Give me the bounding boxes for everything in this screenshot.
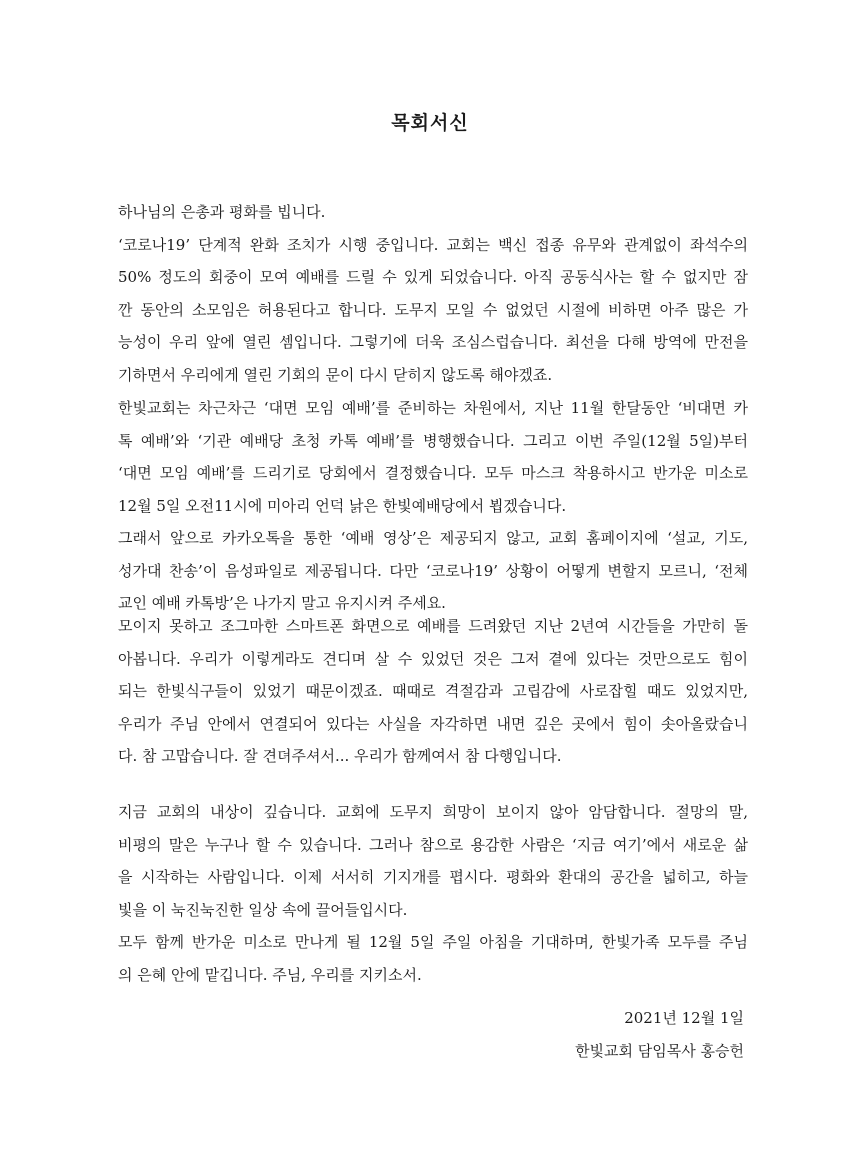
text-line: ‘대면 모임 예배’를 드리기로 당회에서 결정했습니다. 모두 마스크 착용하시고 반가운 미소로 [118,464,748,482]
text-line: 한빛교회는 차근차근 ‘대면 모임 예배’를 준비하는 차원에서, 지난 11월 한달동안 ‘비대면 카 [118,399,748,417]
text-line: 지금 교회의 내상이 깊습니다. 교회에 도무지 희망이 보이지 않아 암담합니다. 절망의 말, [118,803,748,821]
signature-block [575,1002,744,1067]
paragraph-closing [118,796,748,991]
letter-author: 한빛교회 담임목사 홍승헌 [575,1041,744,1060]
text-line: 하나님의 은총과 평화를 빕니다. [118,203,326,221]
text-line: 비평의 말은 누구나 할 수 있습니다. 그러나 참으로 용감한 사람은 ‘지금 여기’에서 새로운 삶 [118,835,748,854]
text-line: 모이지 못하고 조그마한 스마트폰 화면으로 예배를 드려왔던 지난 2년여 시간들을 가만히 돌 [118,617,748,635]
text-line: ‘코로나19’ 단계적 완화 조치가 시행 중입니다. 교회는 백신 접종 유무와 관계없이 좌석수의 [118,235,748,254]
paragraph-reflection [118,610,748,773]
text-line: 의 은혜 안에 맡깁니다. 주님, 우리를 지키소서. [118,965,422,984]
text-line: 12월 5일 오전11시에 미아리 언덕 낡은 한빛예배당에서 뵙겠습니다. [118,496,567,515]
paragraph-worship-plan [118,392,748,620]
text-line: 50% 정도의 회중이 모여 예배를 드릴 수 있게 되었습니다. 아직 공동식사는 할 수 없지만 잠 [118,268,748,286]
text-line: 다. 참 고맙습니다. 잘 견뎌주셔서... 우리가 함께여서 참 다행입니다. [118,747,562,765]
text-line: 그래서 앞으로 카카오톡을 통한 ‘예배 영상’은 제공되지 않고, 교회 홈페이지에 ‘설교, 기도, [118,529,748,547]
text-line: 빛을 이 눅진눅진한 일상 속에 끌어들입시다. [118,900,408,919]
text-line: 깐 동안의 소모임은 허용된다고 합니다. 도무지 모일 수 없었던 시절에 비하면 아주 많은 가 [118,300,748,319]
text-line: 능성이 우리 앞에 열린 셈입니다. 그렇기에 더욱 조심스럽습니다. 최선을 다해 방역에 만전을 [118,333,748,351]
text-line: 성가대 찬송’이 음성파일로 제공됩니다. 다만 ‘코로나19’ 상황이 어떻게 변할지 모르니, ‘전체 [118,561,748,580]
text-line: 모두 함께 반가운 미소로 만나게 될 12월 5일 주일 아침을 기대하며, 한빛가족 모두를 주님 [118,933,748,951]
text-line: 아봅니다. 우리가 이렇게라도 견디며 살 수 있었던 것은 그저 곁에 있다는 것만으로도 힘이 [118,649,748,668]
text-line: 을 시작하는 사람입니다. 이제 서서히 기지개를 폅시다. 평화와 환대의 공간을 넓히고, 하늘 [118,868,748,886]
text-line: 톡 예배’와 ‘기관 예배당 초청 카톡 예배’를 병행했습니다. 그리고 이번 주일(12월 5일)부터 [118,431,748,450]
text-line: 우리가 주님 안에서 연결되어 있다는 사실을 자각하면 내면 깊은 곳에서 힘이 솟아올랐습니 [118,714,748,733]
letter-date: 2021년 12월 1일 [624,1009,744,1027]
page-title: 목회서신 [391,112,469,134]
text-line: 기하면서 우리에게 열린 기회의 문이 다시 닫히지 않도록 해야겠죠. [118,365,553,384]
paragraph-greeting [118,196,748,391]
text-line: 되는 한빛식구들이 있었기 때문이겠죠. 때때로 격절감과 고립감에 사로잡힐 때도 있었지만, [118,682,748,700]
text-line: 교인 예배 카톡방’은 나가지 말고 유지시켜 주세요. [118,594,446,612]
